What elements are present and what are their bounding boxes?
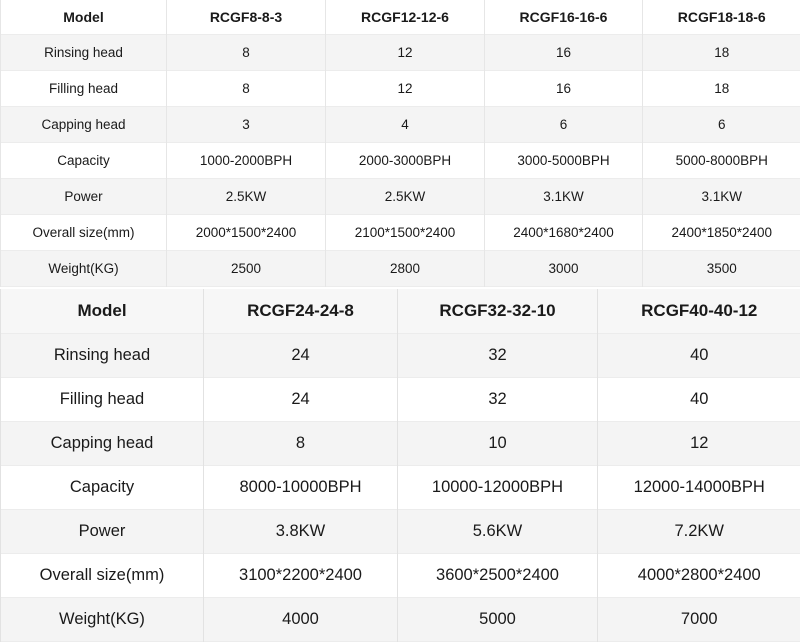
table-cell: 24	[204, 334, 398, 378]
table-cell: 40	[598, 378, 800, 422]
table-cell: 12	[326, 35, 485, 71]
header-cell-model: Model	[1, 289, 204, 334]
row-label: Capping head	[1, 422, 204, 466]
table-row-filling-head	[1, 378, 800, 422]
table-cell: 3000	[485, 251, 643, 287]
spec-table-small-models	[0, 0, 800, 287]
table-cell: 12	[598, 422, 800, 466]
table-cell: 2400*1850*2400	[643, 215, 800, 251]
table-cell: 5000	[398, 598, 598, 642]
table-cell: 32	[398, 334, 598, 378]
table-row-overall-size	[1, 215, 800, 251]
header-cell-model-name: RCGF32-32-10	[398, 289, 598, 334]
row-label: Rinsing head	[1, 334, 204, 378]
table-cell: 3100*2200*2400	[204, 554, 398, 598]
header-cell-model-name: RCGF16-16-6	[485, 0, 643, 35]
row-label: Filling head	[1, 71, 167, 107]
table-cell: 8	[167, 35, 326, 71]
table-header-row	[1, 289, 800, 334]
table-cell: 2100*1500*2400	[326, 215, 485, 251]
header-cell-model-name: RCGF40-40-12	[598, 289, 800, 334]
table-cell: 4000	[204, 598, 398, 642]
header-cell-model-name: RCGF8-8-3	[167, 0, 326, 35]
table-cell: 2.5KW	[326, 179, 485, 215]
table-row-capping-head	[1, 422, 800, 466]
table-cell: 7.2KW	[598, 510, 800, 554]
row-label: Filling head	[1, 378, 204, 422]
row-label: Capacity	[1, 143, 167, 179]
table-cell: 12	[326, 71, 485, 107]
table-cell: 6	[643, 107, 800, 143]
table-cell: 40	[598, 334, 800, 378]
table-cell: 2500	[167, 251, 326, 287]
table-row-capacity	[1, 143, 800, 179]
table-cell: 2400*1680*2400	[485, 215, 643, 251]
header-cell-model-name: RCGF24-24-8	[204, 289, 398, 334]
table-cell: 5.6KW	[398, 510, 598, 554]
table-row-rinsing-head	[1, 334, 800, 378]
table-cell: 8000-10000BPH	[204, 466, 398, 510]
table-cell: 2800	[326, 251, 485, 287]
header-cell-model: Model	[1, 0, 167, 35]
row-label: Weight(KG)	[1, 251, 167, 287]
table-row-capping-head	[1, 107, 800, 143]
table-header-row	[1, 0, 800, 35]
row-label: Weight(KG)	[1, 598, 204, 642]
table-cell: 1000-2000BPH	[167, 143, 326, 179]
table-cell: 4000*2800*2400	[598, 554, 800, 598]
table-cell: 16	[485, 71, 643, 107]
row-label: Power	[1, 179, 167, 215]
table-cell: 3600*2500*2400	[398, 554, 598, 598]
table-cell: 8	[204, 422, 398, 466]
row-label: Overall size(mm)	[1, 554, 204, 598]
table-cell: 2000-3000BPH	[326, 143, 485, 179]
table-cell: 3.1KW	[485, 179, 643, 215]
table-row-weight	[1, 598, 800, 642]
table-cell: 5000-8000BPH	[643, 143, 800, 179]
table-cell: 10	[398, 422, 598, 466]
table-cell: 3.8KW	[204, 510, 398, 554]
row-label: Rinsing head	[1, 35, 167, 71]
table-cell: 3500	[643, 251, 800, 287]
table-cell: 12000-14000BPH	[598, 466, 800, 510]
spec-table-large-models	[0, 289, 800, 642]
table-cell: 6	[485, 107, 643, 143]
table-row-filling-head	[1, 71, 800, 107]
table-row-power	[1, 179, 800, 215]
table-cell: 32	[398, 378, 598, 422]
row-label: Capping head	[1, 107, 167, 143]
table-cell: 18	[643, 35, 800, 71]
header-cell-model-name: RCGF12-12-6	[326, 0, 485, 35]
header-cell-model-name: RCGF18-18-6	[643, 0, 800, 35]
table-cell: 7000	[598, 598, 800, 642]
table-cell: 16	[485, 35, 643, 71]
table-cell: 24	[204, 378, 398, 422]
table-cell: 3	[167, 107, 326, 143]
table-row-rinsing-head	[1, 35, 800, 71]
table-row-power	[1, 510, 800, 554]
table-row-weight	[1, 251, 800, 287]
table-cell: 2.5KW	[167, 179, 326, 215]
table-row-capacity	[1, 466, 800, 510]
table-cell: 4	[326, 107, 485, 143]
row-label: Power	[1, 510, 204, 554]
table-row-overall-size	[1, 554, 800, 598]
row-label: Capacity	[1, 466, 204, 510]
table-cell: 8	[167, 71, 326, 107]
row-label: Overall size(mm)	[1, 215, 167, 251]
table-cell: 3.1KW	[643, 179, 800, 215]
table-cell: 10000-12000BPH	[398, 466, 598, 510]
table-cell: 3000-5000BPH	[485, 143, 643, 179]
table-cell: 18	[643, 71, 800, 107]
table-cell: 2000*1500*2400	[167, 215, 326, 251]
